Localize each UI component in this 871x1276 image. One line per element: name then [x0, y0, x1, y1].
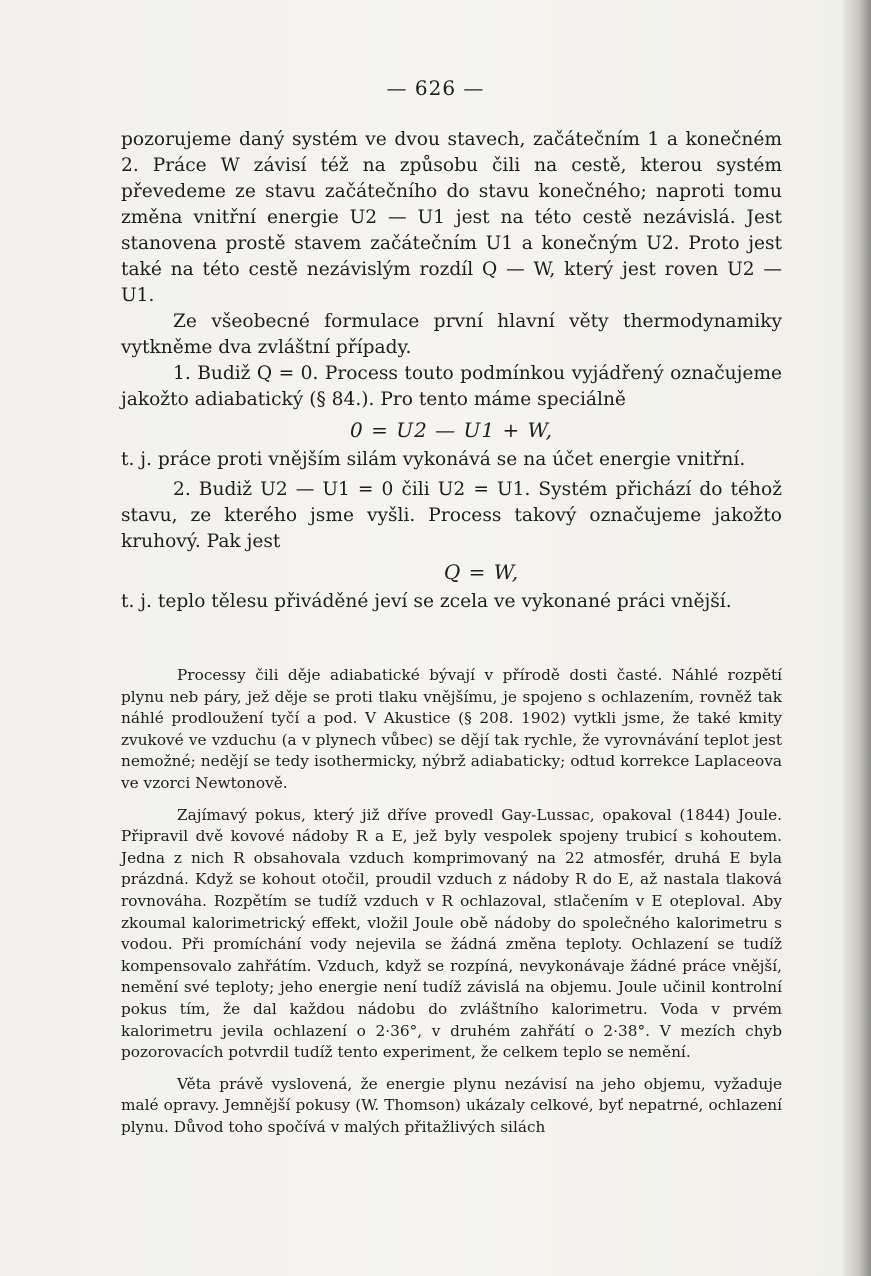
page-binding-edge: [843, 0, 871, 1276]
main-paragraph-4: t. j. práce proti vnějším silám vykonává se na účet energie vnitřní.: [121, 449, 746, 470]
main-paragraph-2: Ze všeobecné formulace první hlavní věty thermodynamiky vytkněme dva zvláštní případy.: [121, 311, 782, 358]
main-paragraph-6: t. j. teplo tělesu přiváděné jeví se zcela ve vykonané práci vnější.: [121, 591, 732, 612]
page-number: — 626 —: [386, 76, 485, 100]
main-paragraph-1: pozorujeme daný systém ve dvou stavech, začátečním 1 a konečném 2. Práce W závisí též na způsobu čili na cestě, kterou systém převedeme ze stavu začátečního do stavu konečného; naproti tomu změna vnitřní energie U2 — U1 jest na této cestě nezávislá. Jest stanovena prostě stavem začátečním U1 a konečným U2. Proto jest také na této cestě nezávislým rozdíl Q — W, který jest roven U2 — U1.: [121, 129, 782, 306]
main-paragraph-5: 2. Budiž U2 — U1 = 0 čili U2 = U1. Systém přichází do téhož stavu, ze kterého jsme vyšli. Process takový označujeme jakožto kruhový. Pak jest: [121, 479, 782, 552]
small-print-section: [121, 665, 782, 1138]
equation-cyclic: Q = W,: [443, 560, 520, 584]
small-paragraph-2: Zajímavý pokus, který již dříve provedl Gay-Lussac, opakoval (1844) Joule. Připravil dvě kovové nádoby R a E, jež byly vespolek spojeny trubicí s kohoutem. Jedna z nich R obsahovala vzduch komprimovaný na 22 atmosfér, druhá E byla prázdná. Když se kohout otočil, proudil vzduch z nádoby R do E, až nastala tlaková rovnováha. Rozpětím se tudíž vzduch v R ochlazoval, stlačením v E oteploval. Aby zkoumal kalorimetrický effekt, vložil Joule obě nádoby do společného kalorimetru s vodou. Při promíchání vody nejevila se žádná změna teploty. Ochlazení se tudíž kompensovalo zahřátím. Vzduch, když se rozpíná, nevykonávaje žádné práce vnější, nemění své teploty; jeho energie není tudíž závislá na objemu. Joule učinil kontrolní pokus tím, že dal každou nádobu do zvláštního kalorimetru. Voda v prvém kalorimetru jevila ochlazení o 2·36°, v druhém zahřátí o 2·38°. V mezích chyb pozorovacích potvrdil tudíž tento experiment, že celkem teplo se nemění.: [121, 805, 782, 1062]
main-text: [121, 127, 782, 615]
equation-adiabatic: 0 = U2 — U1 + W,: [350, 418, 553, 442]
small-paragraph-1: Processy čili děje adiabatické bývají v přírodě dosti časté. Náhlé rozpětí plynu neb páry, jež děje se proti tlaku vnějšímu, je spojeno s ochlazením, rovněž tak náhlé prodloužení tyčí a pod. V Akustice (§ 208. 1902) vytkli jsme, že také kmity zvukové ve vzduchu (a v plynech vůbec) se dějí tak rychle, že vyrovnávání teplot jest nemožné; nedějí se tedy isothermicky, nýbrž adiabaticky; odtud korrekce Laplaceova ve vzorci Newtonově.: [121, 666, 782, 792]
main-paragraph-3: 1. Budiž Q = 0. Process touto podmínkou vyjádřený označujeme jakožto adiabatický (§ 84.). Pro tento máme speciálně: [121, 363, 782, 410]
small-paragraph-3: Věta právě vyslovená, že energie plynu nezávisí na jeho objemu, vyžaduje malé opravy. Jemnější pokusy (W. Thomson) ukázaly celkové, byť nepatrné, ochlazení plynu. Důvod toho spočívá v malých přitažlivých silách: [121, 1074, 782, 1136]
